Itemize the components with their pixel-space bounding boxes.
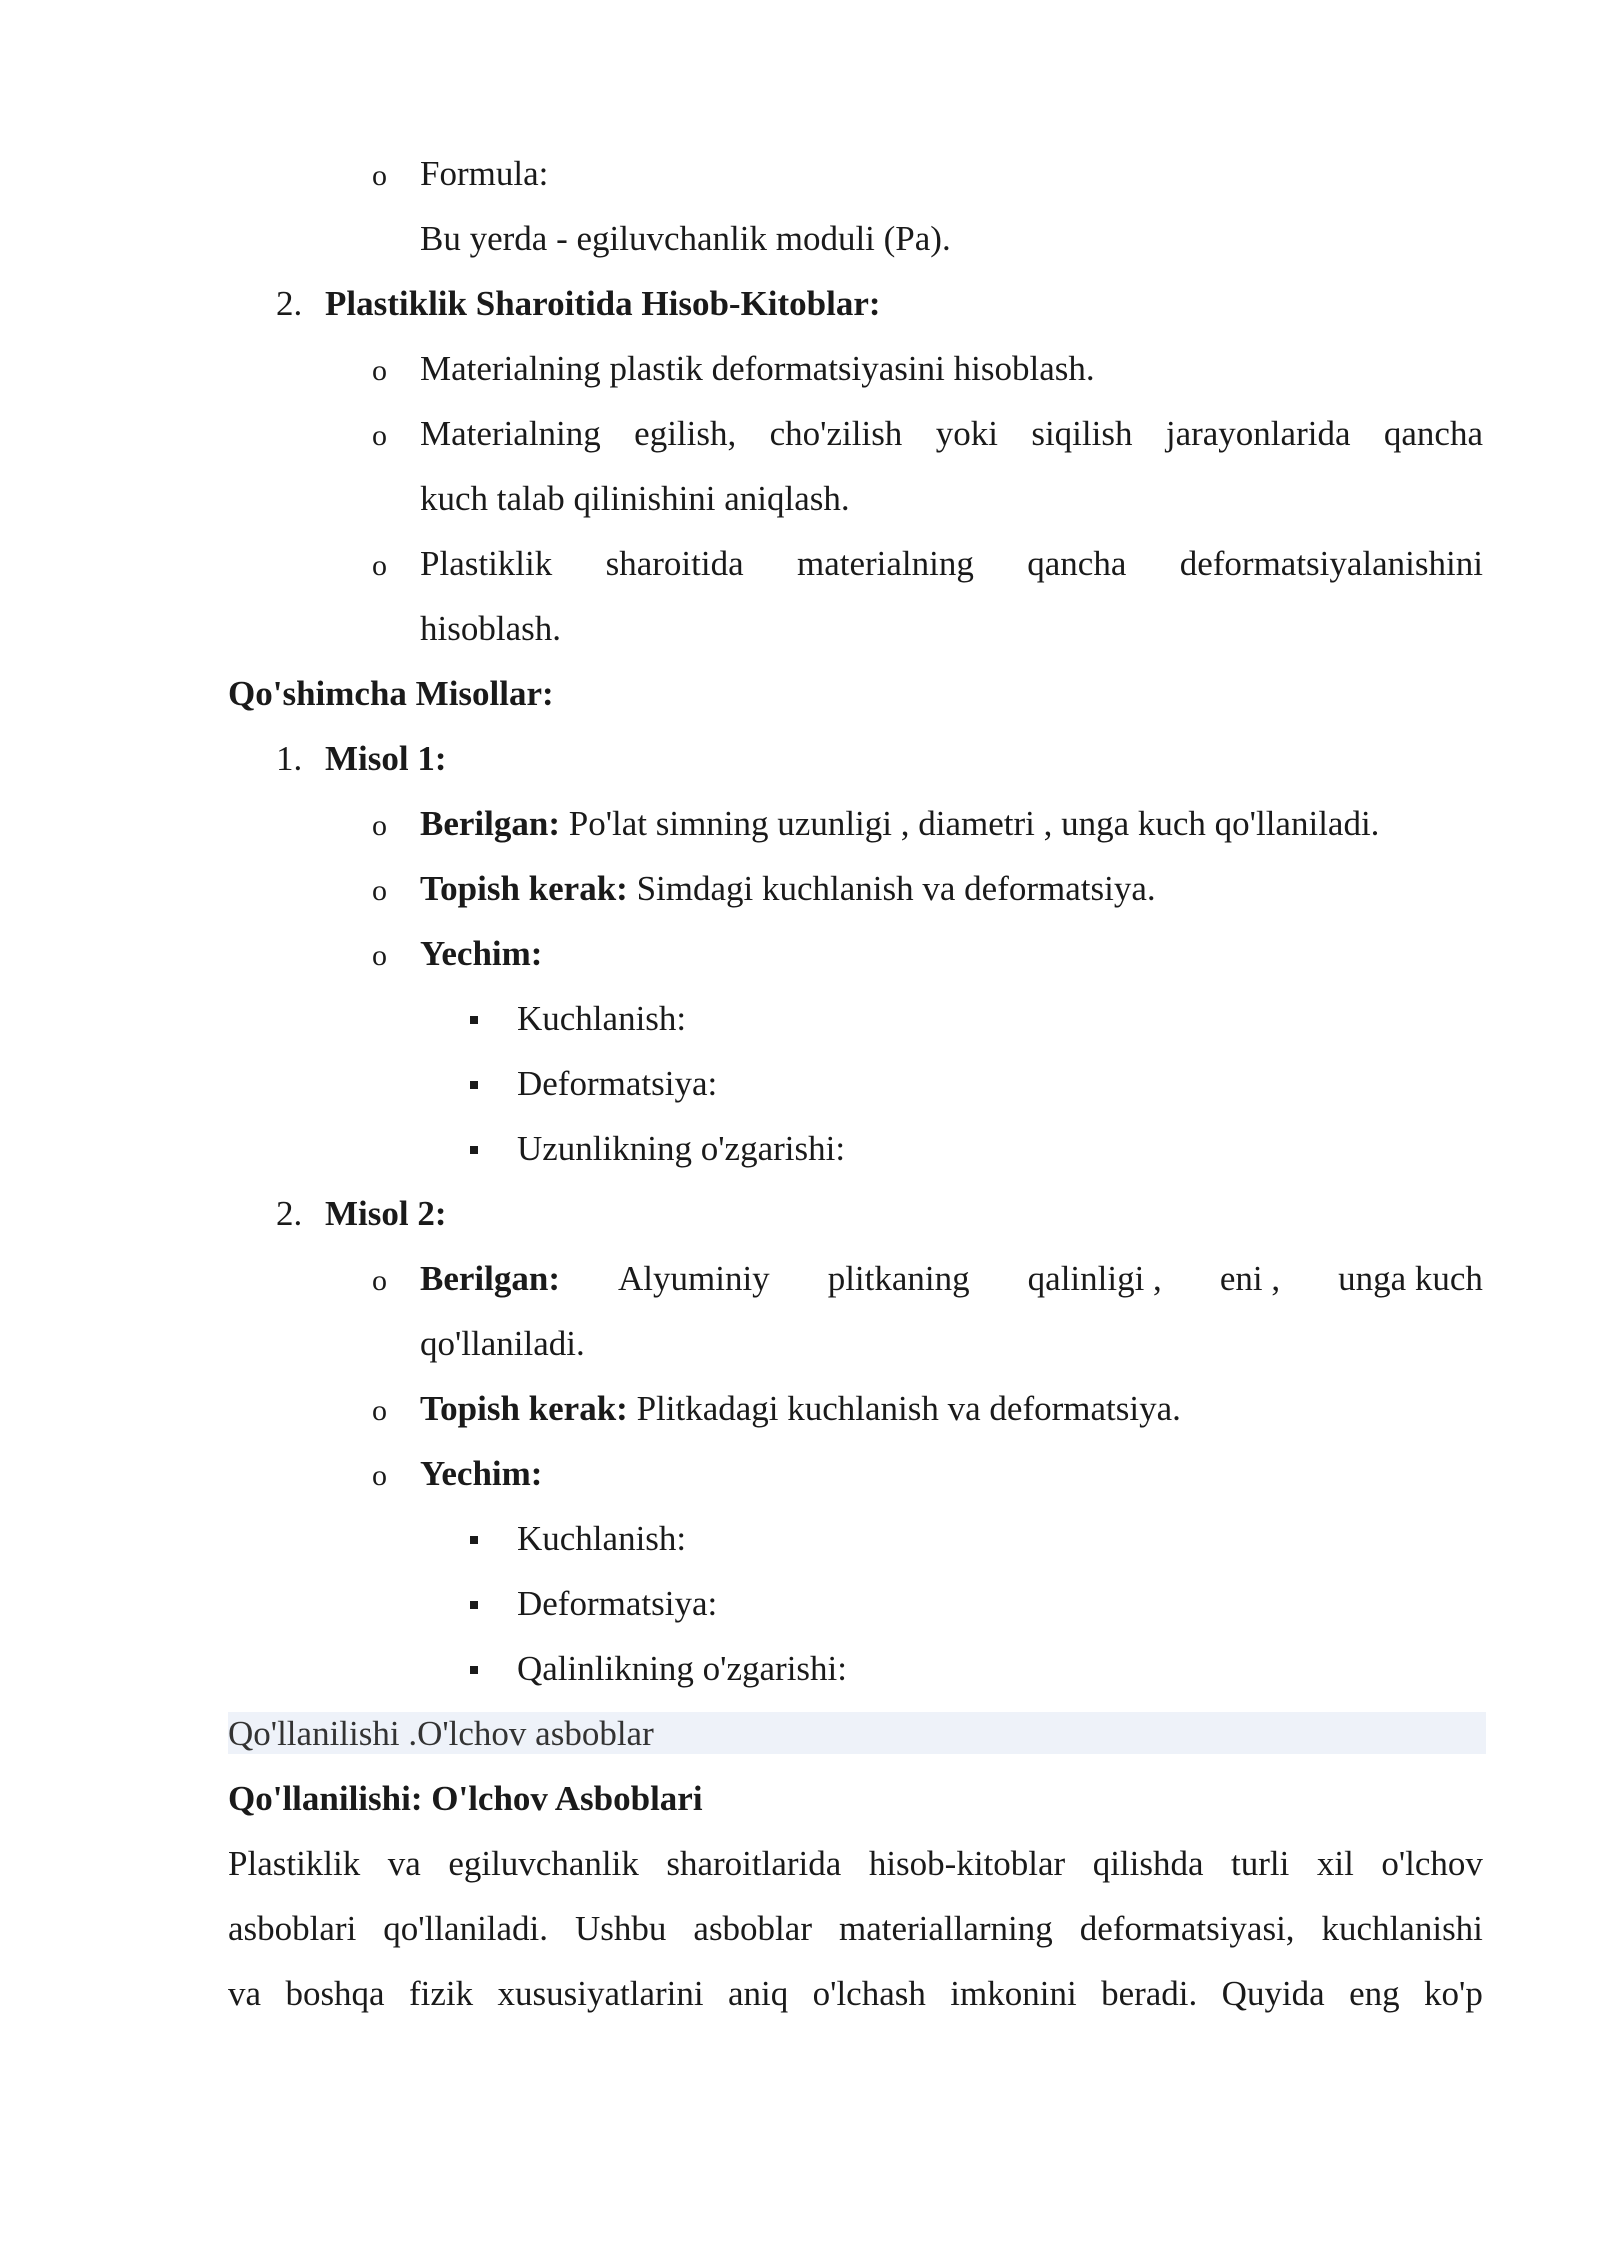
list-number: 1. [276,739,303,778]
given-line [420,802,1379,846]
given-label: Berilgan: [420,804,560,843]
word: xususiyatlarini [497,1974,704,2013]
word: qalinligi , [1027,1259,1162,1298]
given-line: qo'llaniladi. [420,1324,585,1363]
word: o'lchash [812,1974,926,2013]
list-item-line [420,542,1483,586]
word: qilishda [1092,1844,1204,1883]
heading-extra-examples: Qo'shimcha Misollar: [228,674,554,713]
circle-bullet-icon: o [372,419,387,452]
word: deformatsiyasi, [1079,1909,1295,1948]
word: Plastiklik [228,1844,361,1883]
word: yoki [935,414,998,453]
word: hisob-kitoblar [868,1844,1066,1883]
word: beradi. [1101,1974,1198,2013]
paragraph-line [228,1842,1483,1886]
formula-note: Bu yerda - egiluvchanlik moduli (Pa). [420,219,951,258]
word: sharoitlarida [666,1844,842,1883]
given-label: Berilgan: [420,1259,560,1298]
circle-bullet-icon: o [372,874,387,907]
word: deformatsiyalanishini [1179,544,1483,583]
word: turli [1231,1844,1290,1883]
list-item-line [420,412,1483,456]
word: cho'zilish [769,414,903,453]
circle-bullet-icon: o [372,354,387,387]
square-bullet-icon [470,1666,478,1674]
circle-bullet-icon: o [372,1459,387,1492]
word: siqilish [1031,414,1133,453]
word: fizik [408,1974,474,2013]
word: kuchlanishi [1321,1909,1483,1948]
example-title: Misol 2: [325,1194,447,1233]
toc-line: Qo'llanilishi .O'lchov asboblar [228,1714,654,1753]
list-item: Materialning plastik deformatsiyasini hisoblash. [420,349,1095,388]
word: sharoitida [605,544,744,583]
solution-item: Deformatsiya: [517,1584,718,1623]
find-label: Topish kerak: [420,869,628,908]
word: Ushbu [575,1909,667,1948]
word: va [228,1974,262,2013]
word: qo'llaniladi. [383,1909,549,1948]
word: eni , [1219,1259,1281,1298]
word: materiallarning [838,1909,1053,1948]
word: egilish, [634,414,737,453]
circle-bullet-icon: o [372,1264,387,1297]
word: materialning [797,544,974,583]
word: Plastiklik [420,544,553,583]
word: jarayonlarida [1165,414,1351,453]
word: qancha [1383,414,1483,453]
list-number: 2. [276,284,303,323]
circle-bullet-icon: o [372,159,387,192]
example-title: Misol 1: [325,739,447,778]
word: Materialning [420,414,601,453]
circle-bullet-icon: o [372,809,387,842]
solution-item: Qalinlikning o'zgarishi: [517,1649,848,1688]
find-text: Plitkadagi kuchlanish va deformatsiya. [627,1389,1181,1428]
paragraph-line [228,1907,1483,1951]
word: asboblar [693,1909,812,1948]
word: qancha [1027,544,1127,583]
find-line [420,867,1156,911]
circle-bullet-icon: o [372,549,387,582]
circle-bullet-icon: o [372,939,387,972]
section-heading: Qo'llanilishi: O'lchov Asboblari [228,1779,703,1818]
square-bullet-icon [470,1536,478,1544]
word: o'lchov [1381,1844,1483,1883]
word: eng [1349,1974,1400,2013]
word: asboblari [228,1909,357,1948]
list-number: 2. [276,1194,303,1233]
word: va [387,1844,421,1883]
paragraph-line [228,1972,1483,2016]
square-bullet-icon [470,1016,478,1024]
find-line [420,1387,1181,1431]
solution-item: Kuchlanish: [517,999,687,1038]
solution-item: Uzunlikning o'zgarishi: [517,1129,846,1168]
word: aniq [728,1974,789,2013]
solution-item: Deformatsiya: [517,1064,718,1103]
word: ko'p [1424,1974,1483,2013]
find-label: Topish kerak: [420,1389,628,1428]
word: unga kuch [1338,1259,1483,1298]
word: Alyuminiy [618,1259,770,1298]
section-title: Plastiklik Sharoitida Hisob-Kitoblar: [325,284,881,323]
circle-bullet-icon: o [372,1394,387,1427]
word: imkonini [950,1974,1077,2013]
word: boshqa [285,1974,385,2013]
solution-item: Kuchlanish: [517,1519,687,1558]
solution-label: Yechim: [420,934,543,973]
word: egiluvchanlik [448,1844,639,1883]
given-line [420,1257,1483,1301]
find-text: Simdagi kuchlanish va deformatsiya. [627,869,1156,908]
word: xil [1316,1844,1354,1883]
word: plitkaning [827,1259,970,1298]
formula-label: Formula: [420,154,549,193]
list-item-line: hisoblash. [420,609,561,648]
square-bullet-icon [470,1081,478,1089]
word: Quyida [1221,1974,1325,2013]
list-item-line: kuch talab qilinishini aniqlash. [420,479,850,518]
given-text: Po'lat simning uzunligi , diametri , unga kuch qo'llaniladi. [559,804,1380,843]
solution-label: Yechim: [420,1454,543,1493]
square-bullet-icon [470,1146,478,1154]
square-bullet-icon [470,1601,478,1609]
